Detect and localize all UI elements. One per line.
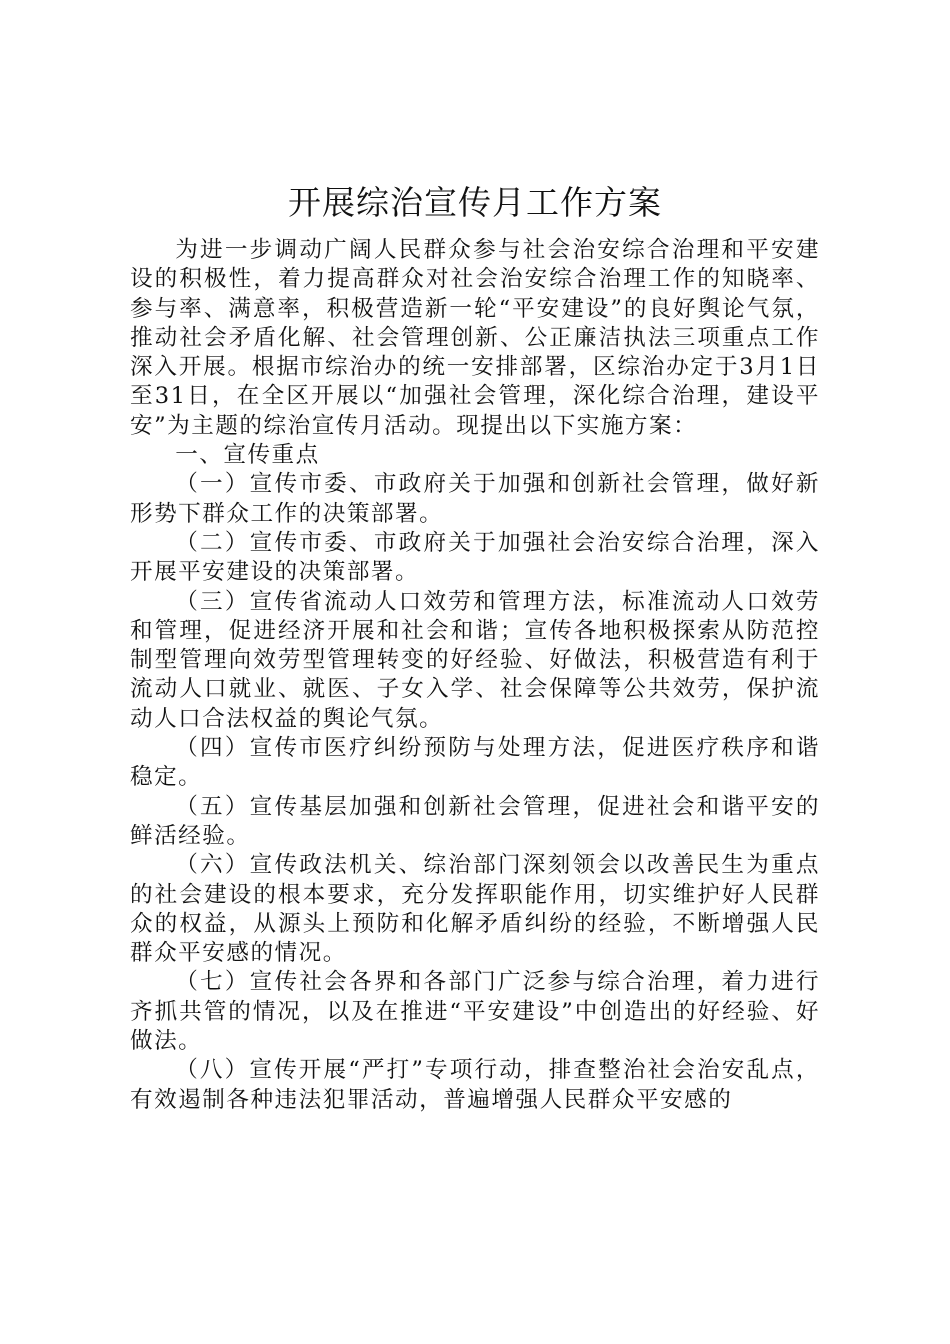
paragraph-item-7: （七）宣传社会各界和各部门广泛参与综合治理，着力进行齐抓共管的情况，以及在推进“平安建设”中创造出的好经验、好做法。 — [130, 969, 820, 1055]
paragraph-intro: 为进一步调动广阔人民群众参与社会治安综合治理和平安建设的积极性，着力提高群众对社会治安综合治理工作的知晓率、参与率、满意率，积极营造新一轮“平安建设”的良好舆论气氛，推动社会矛盾化解、社会管理创新、公正廉洁执法三项重点工作深入开展。根据市综治办的统一安排部署，区综治办定于3月1日至31日，在全区开展以“加强社会管理，深化综合治理，建设平安”为主题的综治宣传月活动。现提出以下实施方案： — [130, 237, 820, 439]
document-body — [130, 236, 820, 1115]
section-heading-publicity-focus: 一、宣传重点 — [175, 442, 320, 469]
paragraph-item-5: （五）宣传基层加强和创新社会管理，促进社会和谐平安的鲜活经验。 — [130, 793, 820, 849]
paragraph-item-4: （四）宣传市医疗纠纷预防与处理方法，促进医疗秩序和谐稳定。 — [130, 735, 820, 791]
paragraph-item-2: （二）宣传市委、市政府关于加强社会治安综合治理，深入开展平安建设的决策部署。 — [130, 529, 820, 586]
paragraph-item-3: （三）宣传省流动人口效劳和管理方法，标准流动人口效劳和管理，促进经济开展和社会和谐；宣传各地积极探索从防范控制型管理向效劳型管理转变的好经验、好做法，积极营造有利于流动人口就业、就医、子女入学、社会保障等公共效劳，保护流动人口合法权益的舆论气氛。 — [130, 588, 820, 732]
paragraph-item-6: （六）宣传政法机关、综治部门深刻领会以改善民生为重点的社会建设的根本要求，充分发挥职能作用，切实维护好人民群众的权益，从源头上预防和化解矛盾纠纷的经验，不断增强人民群众平安感的情况。 — [130, 852, 820, 967]
document-title: 开展综治宣传月工作方案 — [288, 183, 662, 222]
paragraph-item-1: （一）宣传市委、市政府关于加强和创新社会管理，做好新形势下群众工作的决策部署。 — [130, 471, 820, 527]
paragraph-item-8: （八）宣传开展“严打”专项行动，排查整治社会治安乱点，有效遏制各种违法犯罪活动，普遍增强人民群众平安感的 — [130, 1057, 820, 1113]
